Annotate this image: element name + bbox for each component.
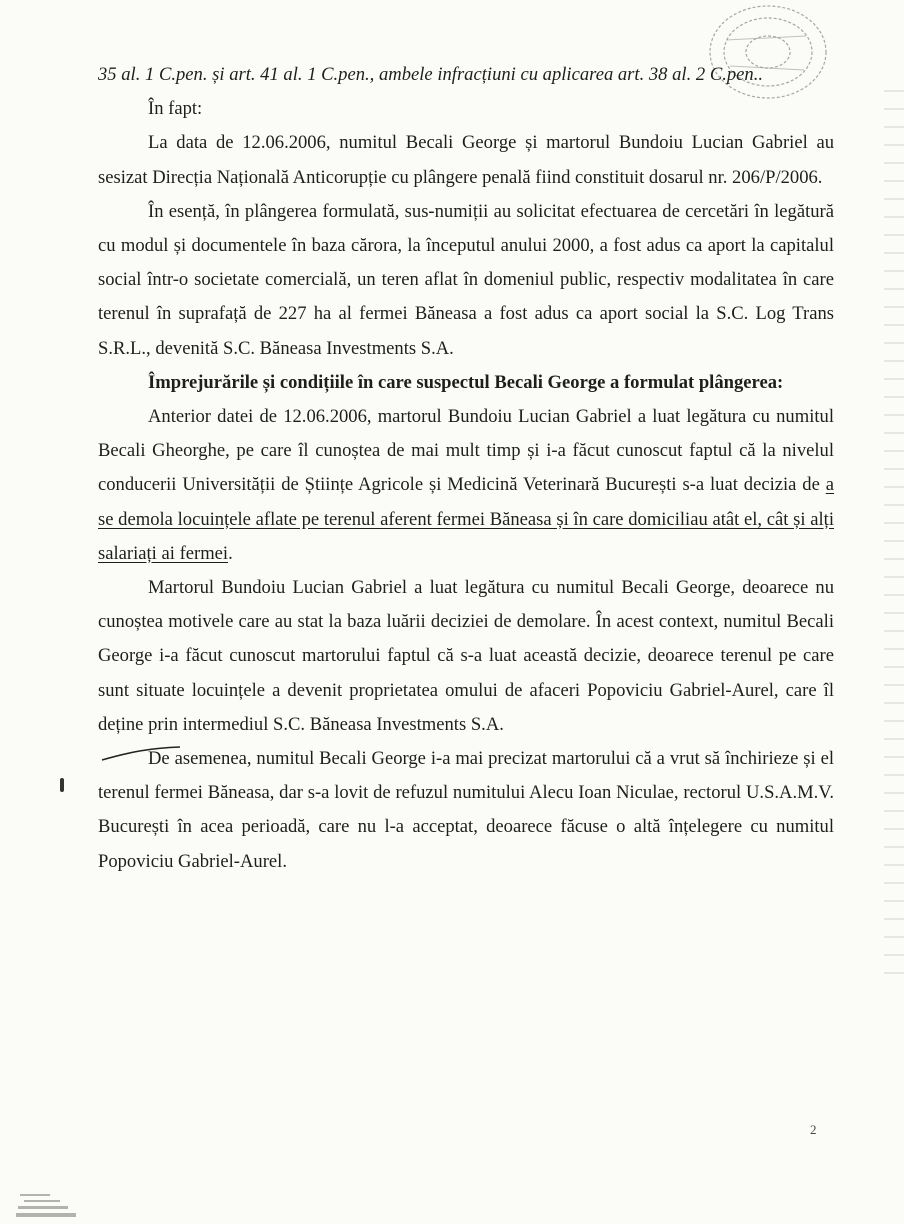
paragraph-3-end: .	[228, 542, 233, 564]
scan-corner-artifact	[14, 1180, 84, 1220]
paragraph-3-start: Anterior datei de 12.06.2006, martorul Bundoiu Lucian Gabriel a luat legătura cu numitul Becali Gheorghe, pe care îl cunoștea de mai mult timp și i-a făcut cunoscut faptul că la nivelul conducerii Universității de Științe Agricole și Medicină Veterinară București s-a luat decizia de	[98, 406, 834, 496]
paragraph-5: De asemenea, numitul Becali George i-a mai precizat martorului că a vrut să închirieze și el terenul fermei Băneasa, dar s-a lovit de refuzul numitului Alecu Ioan Niculae, rectorul U.S.A.M.V. București în acea perioadă, care nu l-a acceptat, deoarece făcuse o altă înțelegere cu numitul Popoviciu Gabriel-Aurel.	[98, 748, 834, 872]
section-heading: Împrejurările și condițiile în care suspectul Becali George a formulat plângerea:	[148, 371, 784, 393]
paragraph-4: Martorul Bundoiu Lucian Gabriel a luat legătura cu numitul Becali George, deoarece nu cunoștea motivele care au stat la baza luării deciziei de demolare. În acest context, numitul Becali George i-a făcut cunoscut martorului faptul că s-a luat această decizie, deoarece terenul pe care sunt situate locuințele a devenit proprietatea omului de afaceri Popoviciu Gabriel-Aurel, care îl deține prin intermediul S.C. Băneasa Investments S.A.	[98, 577, 834, 735]
header-line: 35 al. 1 C.pen. și art. 41 al. 1 C.pen., ambele infracțiuni cu aplicarea art. 38 al. 2 C.pen..	[98, 64, 764, 85]
margin-mark	[60, 778, 64, 792]
paragraph-3-underlined: a se demola locuințele aflate pe terenul aferent fermei Băneasa și în care domiciliau atât el, cât și alți salariați ai fermei	[98, 474, 834, 564]
scan-edge-artifact	[884, 90, 904, 990]
paragraph-3	[98, 400, 834, 571]
paragraph-1: La data de 12.06.2006, numitul Becali George și martorul Bundoiu Lucian Gabriel au sesizat Direcția Națională Anticorupție cu plângere penală fiind constituit dosarul nr. 206/P/2006.	[98, 132, 834, 188]
paragraph-2: În esență, în plângerea formulată, sus-numiții au solicitat efectuarea de cercetări în legătură cu modul și documentele în baza cărora, la începutul anului 2000, a fost adus ca aport la capitalul social într-o societate comercială, un teren aflat în domeniul public, respectiv modalitatea în care terenul în suprafață de 227 ha al fermei Băneasa a fost adus ca aport social la S.C. Log Trans S.R.L., devenită S.C. Băneasa Investments S.A.	[98, 200, 834, 359]
section-label-in-fapt: În fapt:	[148, 98, 203, 120]
document-body	[98, 58, 834, 879]
page-number: 2	[810, 1122, 817, 1137]
